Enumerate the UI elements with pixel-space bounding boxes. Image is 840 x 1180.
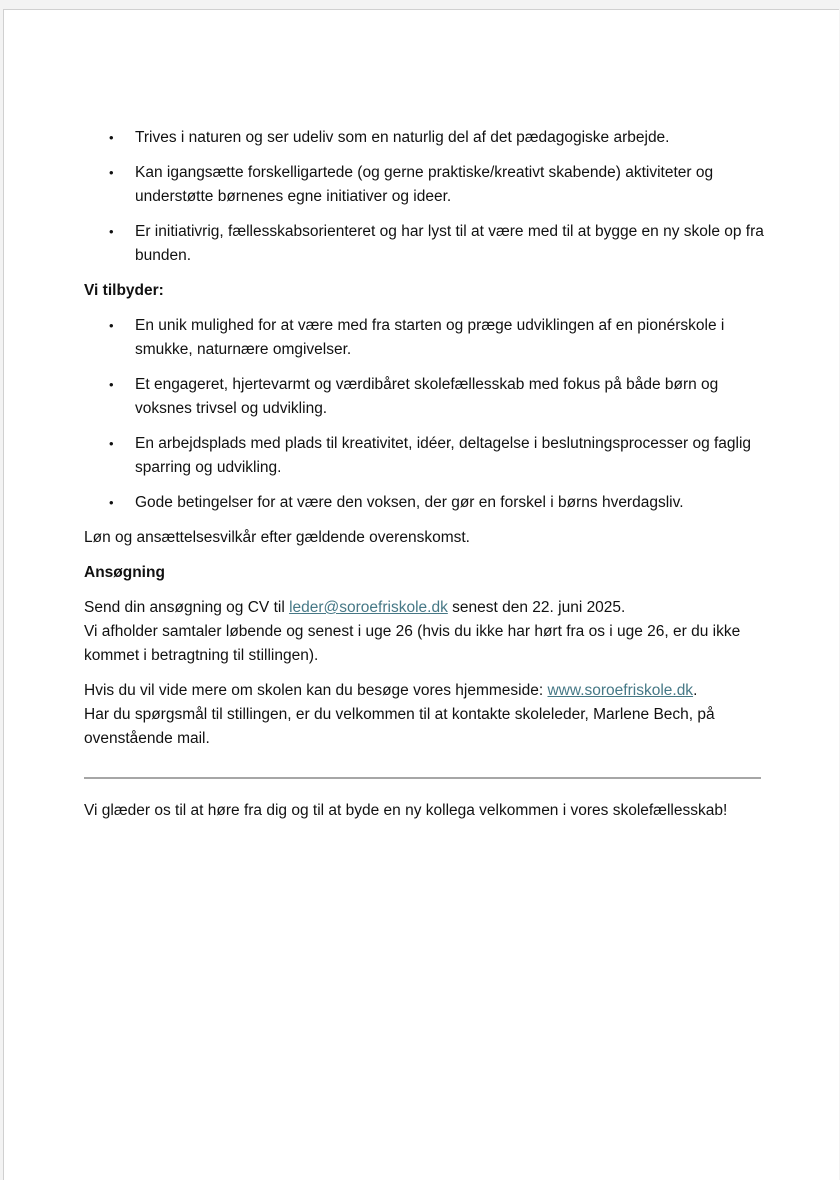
bullet-icon: •: [109, 224, 114, 239]
document-body: [84, 126, 764, 834]
more-info-paragraph: Hvis du vil vide mere om skolen kan du besøge vores hjemmeside: www.soroefriskole.dk. Har du spørgsmål til stillingen, er du velkommen til at kontakte skoleleder, Marlene Bech, på ovenstående mail.: [84, 682, 715, 747]
application-heading: Ansøgning: [84, 564, 165, 581]
bullet-icon: •: [109, 165, 114, 180]
interviews-text: Vi afholder samtaler løbende og senest i uge 26 (hvis du ikke har hørt fra os i uge 26, er du ikke kommet i betragtning til stillingen).: [84, 623, 741, 664]
list-item: • Kan igangsætte forskelligartede (og gerne praktiske/kreativt skabende) aktiviteter og understøtte børnenes egne initiativer og ideer.: [84, 161, 764, 209]
bullet-icon: •: [109, 318, 114, 333]
list-item: • Er initiativrig, fællesskabsorienteret og har lyst til at være med til at bygge en ny skole op fra bunden.: [84, 220, 764, 268]
list-item: • Trives i naturen og ser udeliv som en naturlig del af det pædagogiske arbejde.: [84, 126, 764, 150]
questions-text: Har du spørgsmål til stillingen, er du velkommen til at kontakte skoleleder, Marlene Bech, på ovenstående mail.: [84, 706, 715, 747]
document-page: [3, 9, 839, 1180]
bullet-icon: •: [109, 130, 114, 145]
bullet-icon: •: [109, 436, 114, 451]
horizontal-divider: [84, 777, 761, 779]
intro-bullet-list: [84, 126, 764, 268]
offer-heading: Vi tilbyder:: [84, 282, 164, 299]
application-paragraph: Send din ansøgning og CV til leder@soroefriskole.dk senest den 22. juni 2025. Vi afholder samtaler løbende og senest i uge 26 (hvis du ikke har hørt fra os i uge 26, er du ikke kommet i betragtning til stillingen).: [84, 599, 741, 664]
closing-paragraph: Vi glæder os til at høre fra dig og til at byde en ny kollega velkommen i vores skolefællesskab!: [84, 802, 728, 819]
list-item: • Et engageret, hjertevarmt og værdibåret skolefællesskab med fokus på både børn og voksnes trivsel og udvikling.: [84, 373, 764, 421]
list-item: • Gode betingelser for at være den voksen, der gør en forskel i børns hverdagsliv.: [84, 491, 764, 515]
bullet-icon: •: [109, 377, 114, 392]
offer-bullet-list: [84, 314, 764, 515]
website-link[interactable]: www.soroefriskole.dk: [547, 682, 694, 699]
email-link[interactable]: leder@soroefriskole.dk: [289, 599, 448, 616]
list-item: • En unik mulighed for at være med fra starten og præge udviklingen af en pionérskole i smukke, naturnære omgivelser.: [84, 314, 764, 362]
bullet-icon: •: [109, 495, 114, 510]
list-item: • En arbejdsplads med plads til kreativitet, idéer, deltagelse i beslutningsprocesser og faglig sparring og udvikling.: [84, 432, 764, 480]
salary-paragraph: Løn og ansættelsesvilkår efter gældende overenskomst.: [84, 529, 470, 546]
